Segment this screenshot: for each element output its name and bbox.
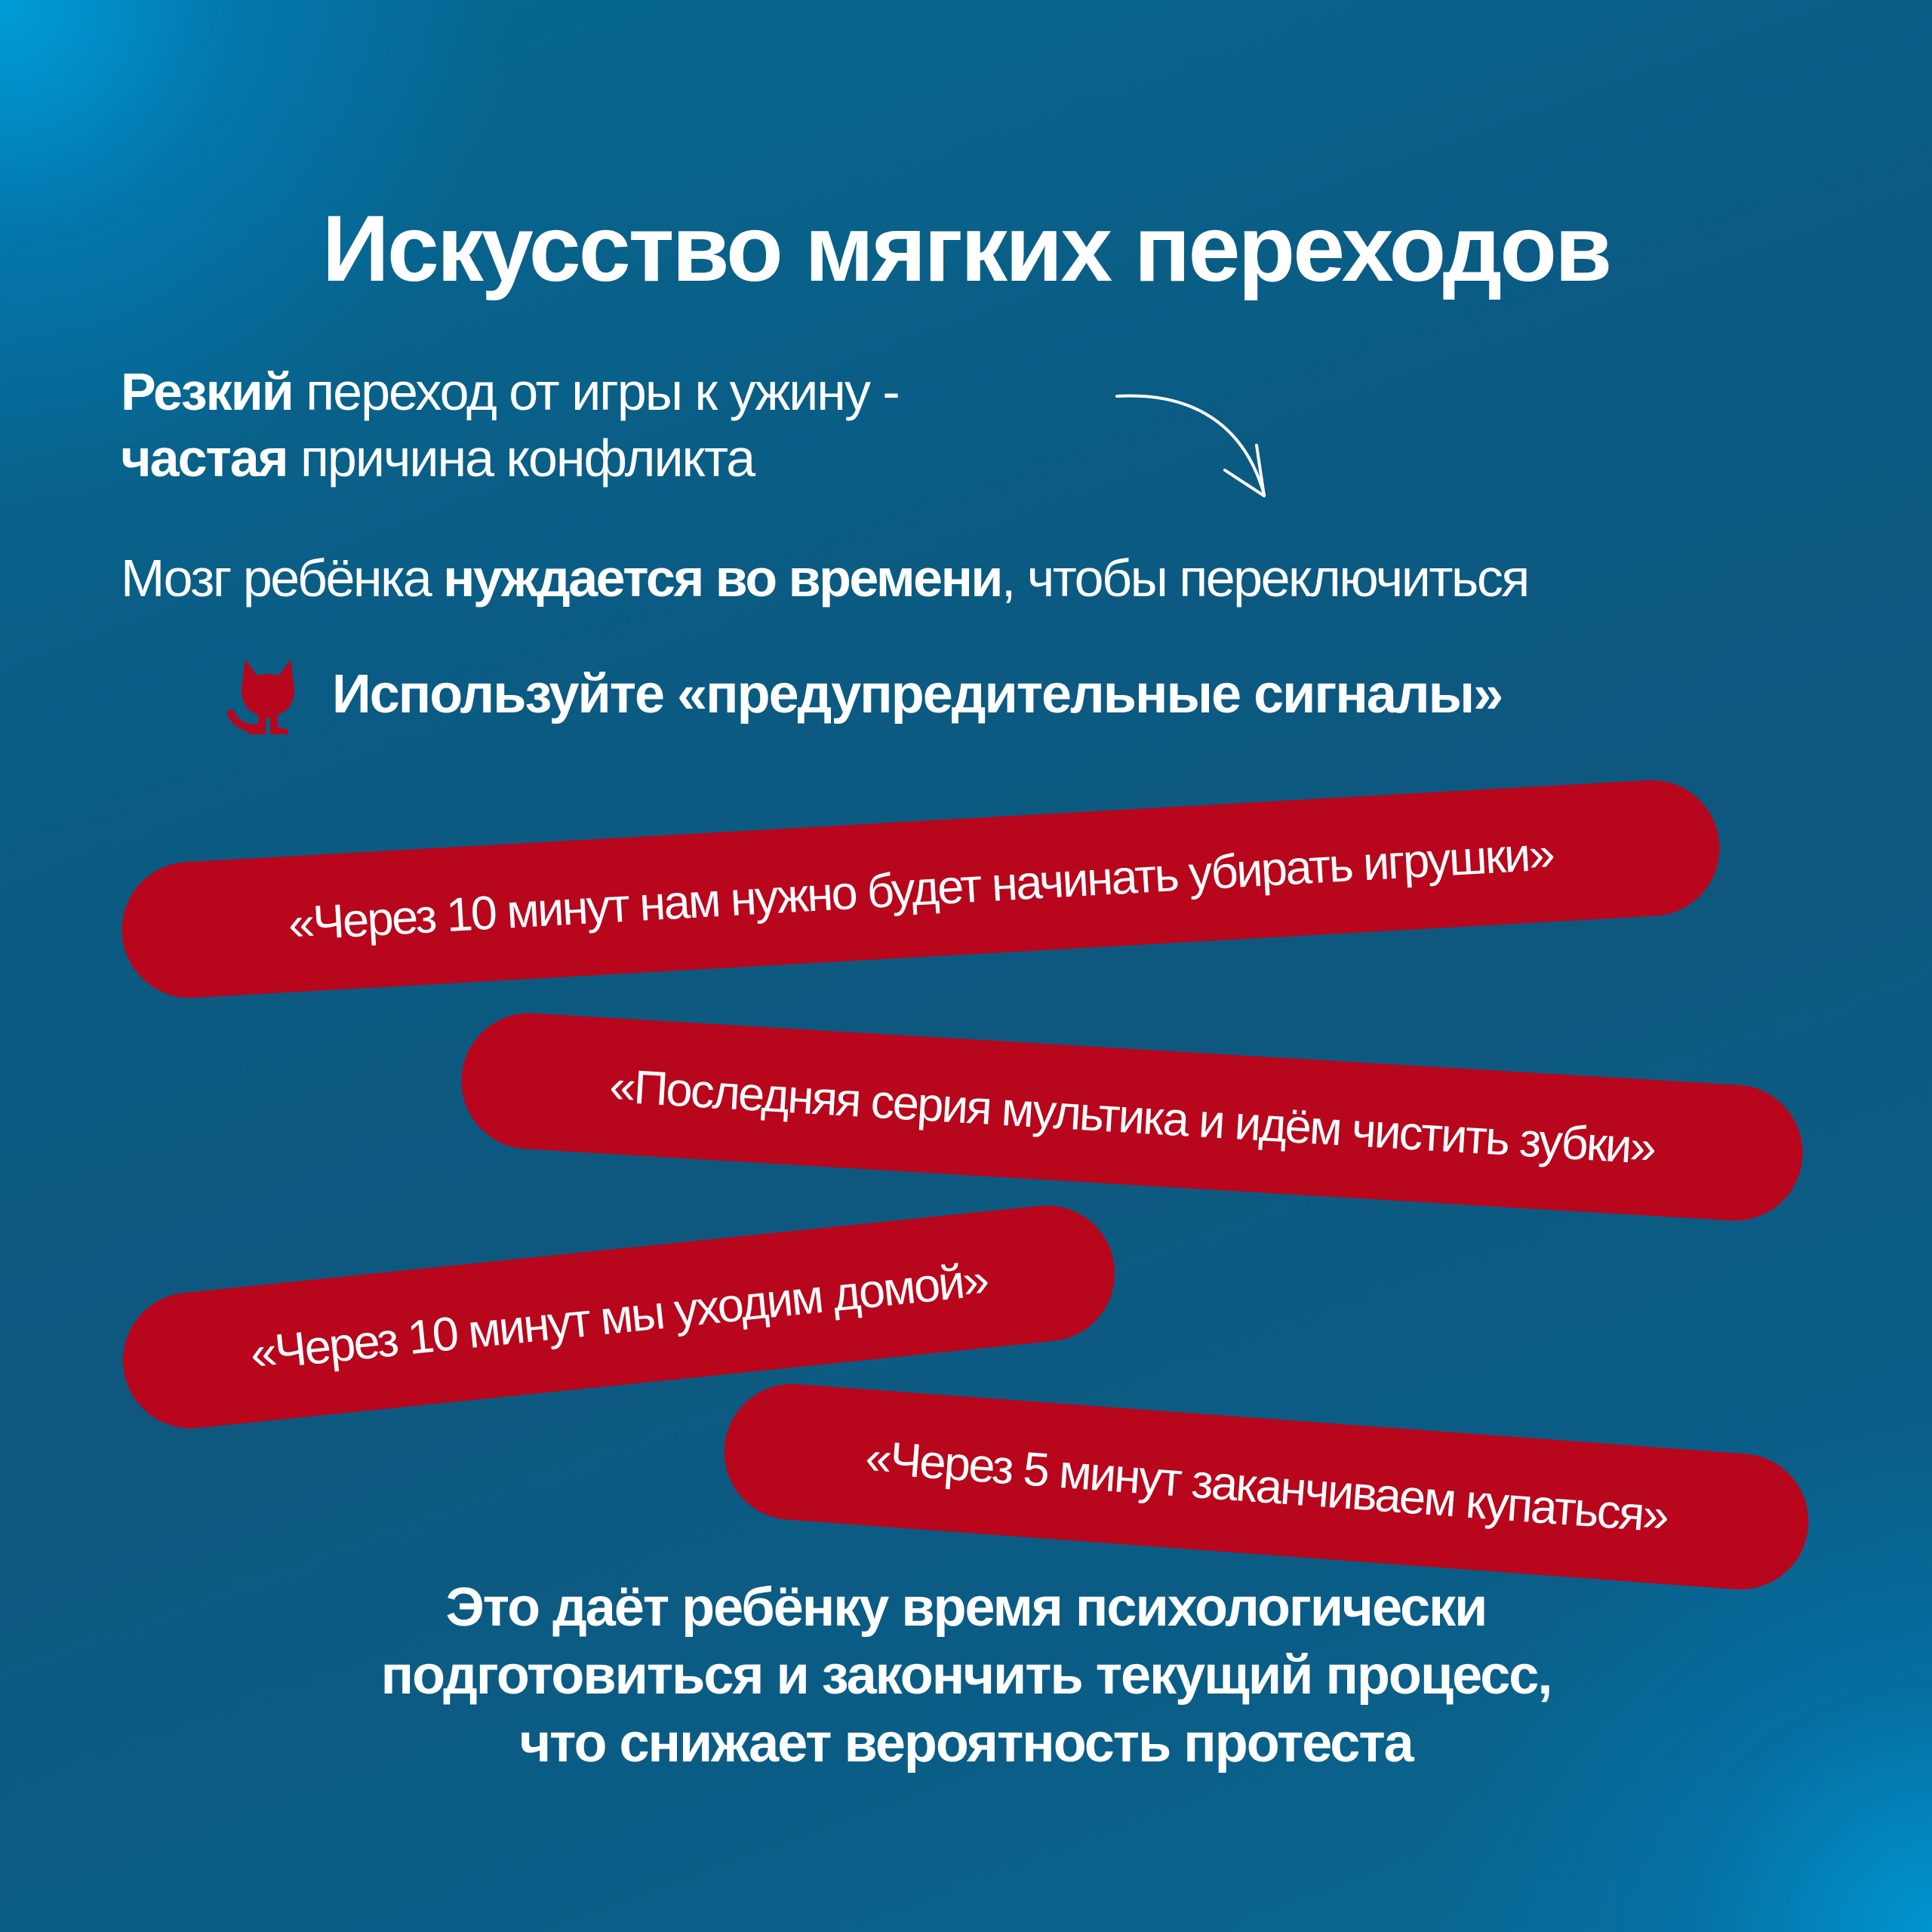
brain-text-bold: нуждается во времени: [443, 549, 1001, 608]
curved-arrow-icon: [1113, 381, 1287, 509]
use-signals-text: Используйте «предупредительные сигналы»: [332, 664, 1503, 724]
example-pill-2: [457, 1009, 1807, 1224]
intro-rest-1: переход от игры к ужину -: [292, 362, 899, 421]
brain-text-after: , чтобы переключиться: [1001, 549, 1528, 608]
intro-text: [121, 358, 899, 491]
intro-line-1: [121, 358, 899, 425]
example-pill-4: [719, 1380, 1813, 1595]
example-text-2: «Последняя серия мультика и идём чистить зубки»: [608, 1059, 1657, 1175]
brain-text-before: Мозг ребёнка: [121, 549, 444, 608]
intro-bold-2: частая: [121, 429, 288, 488]
page-title: Искусство мягких переходов: [321, 197, 1611, 301]
example-text-4: «Через 5 минут заканчиваем купаться»: [863, 1431, 1669, 1543]
intro-bold-1: Резкий: [121, 362, 293, 421]
cat-icon: [226, 653, 309, 736]
summary-line-2: подготовиться и закончить текущий процесс,: [380, 1645, 1552, 1706]
intro-rest-2: причина конфликта: [287, 429, 755, 488]
brain-statement: [121, 545, 1528, 611]
summary-line-1: Это даёт ребёнку время психологически: [445, 1577, 1487, 1638]
use-signals-row: [226, 657, 1502, 732]
summary-text: [0, 1574, 1932, 1777]
summary-line-3: что снижает вероятность протеста: [519, 1713, 1413, 1774]
example-text-1: «Через 10 минут нам нужно будет начинать убирать игрушки»: [287, 827, 1555, 951]
example-text-3: «Через 10 минут мы уходим домой»: [248, 1253, 990, 1381]
intro-line-2: [121, 425, 899, 491]
example-pill-1: [118, 777, 1724, 1001]
